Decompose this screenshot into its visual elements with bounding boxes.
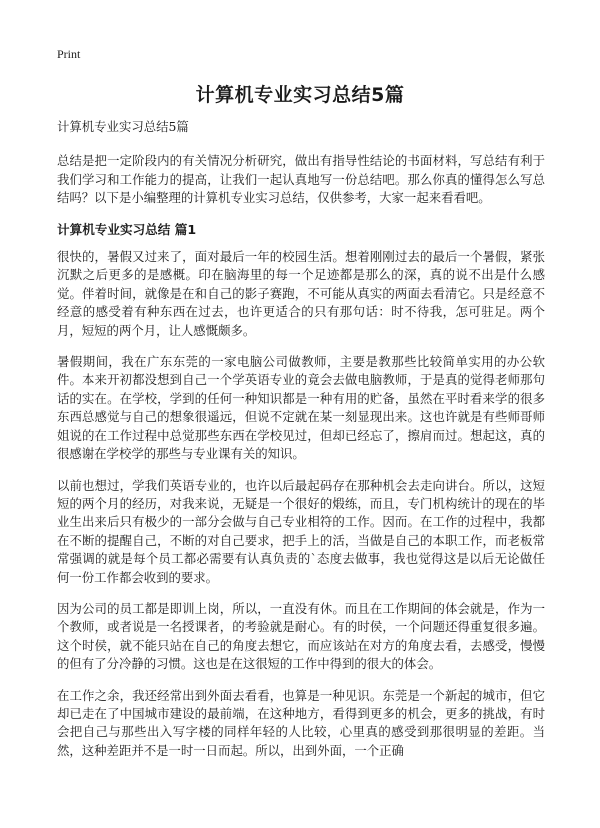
body-paragraph: 因为公司的员工都是即训上岗，所以，一直没有休。而且在工作期间的体会就是，作为一个教师，或者说是一名授课者，的考验就是耐心。有的时侯，一个问题还得重复很多遍。这个时侯，就不能只站在自己的角度去想它，而应该站在对方的角度去看，去感受，慢慢的但有了分冷静的习惯。这也是在这很短的工作中得到的很大的体会。 <box>57 600 545 672</box>
body-paragraph: 以前也想过，学我们英语专业的，也许以后最起码存在那种机会去走向讲台。所以，这短短的两个月的经历，对我来说，无疑是一个很好的煅练，而且，专门机构统计的现在的毕业生出来后只有极少的一部分会做与自己专业相符的工作。因而。在工作的过程中，我都在不断的提醒自己，不断的对自己要求，把手上的活，当做是自己的本职工作，而老板常常强调的就是每个员工都必需要有认真负责的`态度去做事，我也觉得这是以后无论做任何一份工作都会收到的要求。 <box>57 477 545 585</box>
document-body <box>57 118 545 773</box>
section-heading: 计算机专业实习总结 篇1 <box>57 221 197 237</box>
document-title: 计算机专业实习总结5篇 <box>195 84 405 106</box>
body-paragraph: 很快的，暑假又过来了，面对最后一年的校园生活。想着刚刚过去的最后一个暑假，紧张沉默之后更多的是感概。印在脑海里的每一个足迹都是那么的深，真的说不出是什么感觉。伴着时间，就像是在和自己的影子赛跑，不可能从真实的两面去看清它。只是经意不经意的感受着有种东西在过去，也许更适合的只有那句话：时不待我，怎可驻足。两个月，短短的两个月，让人感慨颇多。 <box>57 249 545 338</box>
document-subtitle: 计算机专业实习总结5篇 <box>57 119 189 134</box>
body-paragraph: 在工作之余，我还经常出到外面去看看，也算是一种见识。东莞是一个新起的城市，但它却已走在了中国城市建设的最前端，在这种地方，看得到更多的机会，更多的挑战，有时会把自己与那些出入写字楼的同样年轻的人比较，心里真的感受到那很明显的差距。当然，这种差距并不是一时一日而起。所以，出到外面，一个正确 <box>57 687 545 758</box>
print-link[interactable]: Print <box>57 47 81 61</box>
body-paragraph: 暑假期间，我在广东东莞的一家电脑公司做教师，主要是教那些比较简单实用的办公软件。本来开初都没想到自己一个学英语专业的竟会去做电脑教师，于是真的觉得老师那句话的实在。在学校，学到的任何一种知识都是一种有用的贮备，虽然在平时看来学的很多东西总感觉与自己的想象很遥远，但说不定就在某一刻显现出来。这也许就是有些师哥师姐说的在工作过程中总觉那些东西在学校见过，但却已经忘了，擦肩而过。想起这，真的很感谢在学校学的那些与专业课有关的知识。 <box>57 354 545 462</box>
intro-paragraph: 总结是把一定阶段内的有关情况分析研究，做出有指导性结论的书面材料，写总结有利于我们学习和工作能力的提高，让我们一起认真地写一份总结吧。那么你真的懂得怎么写总结吗？以下是小编整理的计算机专业实习总结，仅供参考，大家一起来看看吧。 <box>57 153 545 206</box>
